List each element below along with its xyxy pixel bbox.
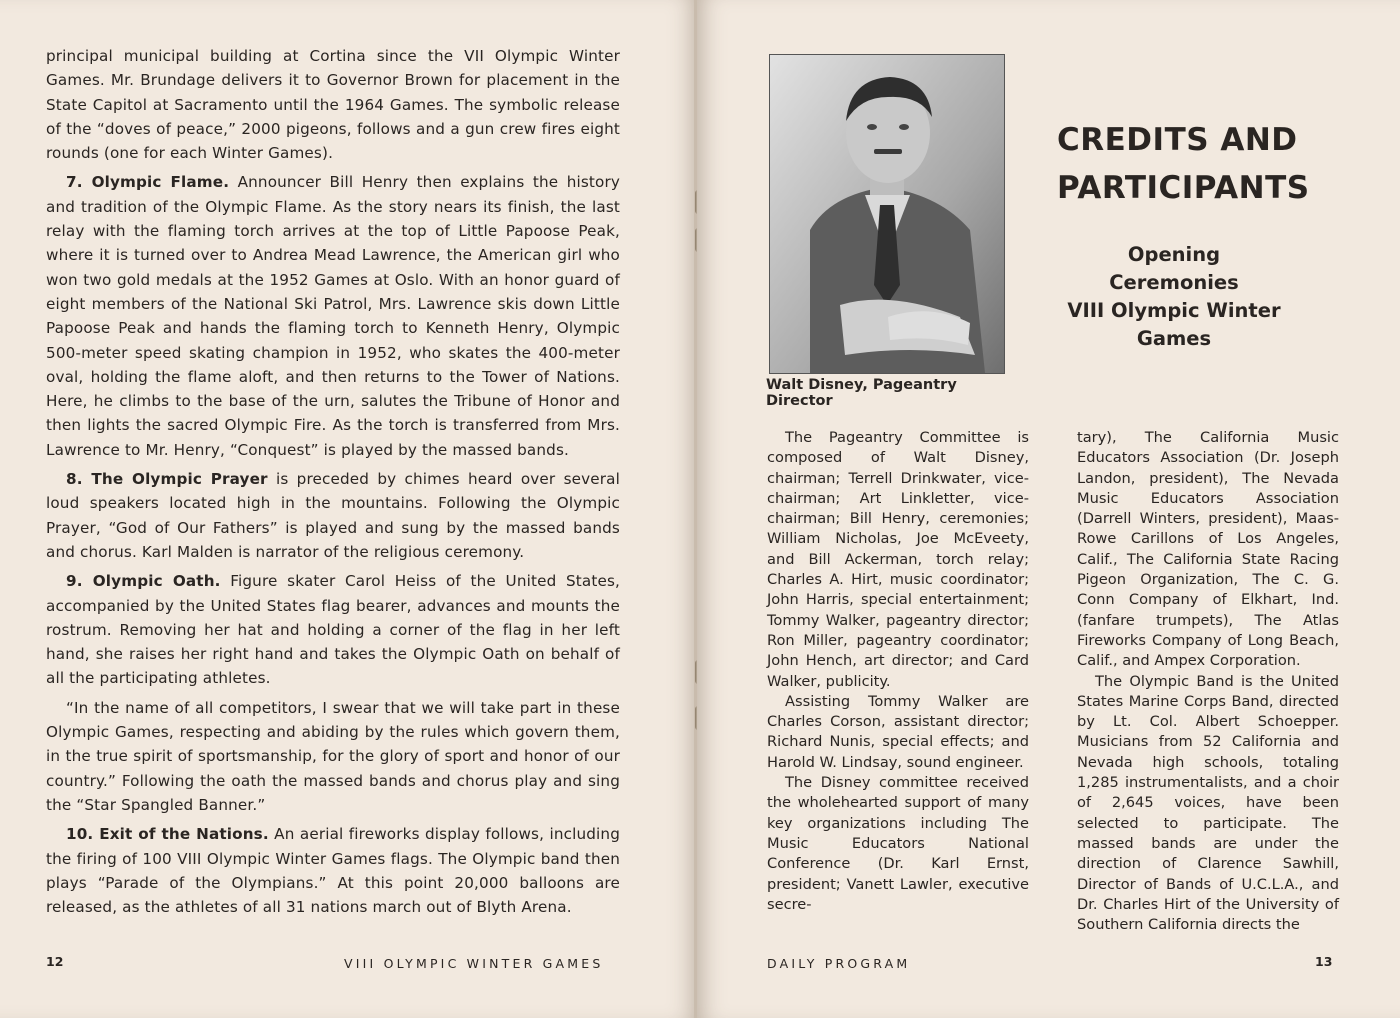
walt-disney-portrait-image [769,54,1005,374]
paragraph-olympic-prayer: 8. The Olympic Prayer is preceded by chimes heard over several loud speakers located high in the mountains. Following the Olympic Prayer, “God of Our Fathers” is played and sung by the massed bands and chorus. Karl Malden is narrator of the religious ceremony. [46,470,620,561]
subtitle-line: Games [1136,327,1212,350]
paragraph-olympic-flame: 7. Olympic Flame. Announcer Bill Henry then explains the history and tradition of the Olympic Flame. As the story nears its finish, the last relay with the flaming torch arrives at the top of Little Papoose Peak, where it is turned over to Andrea Mead Lawrence, the American girl who won two gold medals at the 1952 Games at Oslo. With an honor guard of eight members of the National Ski Patrol, Mrs. Lawrence skis down Little Papoose Peak and hands the flaming torch to Kenneth Henry, Olympic 500-meter speed skating champion in 1952, who skates the 400-meter oval, holding the flame aloft, and then returns to the Tower of Nations. Here, he climbs to the base of the urn, salutes the Tribune of Honor and then lights the sacred Olympic Fire. As the torch is transferred from Mrs. Lawrence to Mr. Henry, “Conquest” is played by the massed bands. [46,173,621,459]
page-number-right: 13 [1315,954,1333,969]
title-line: PARTICIPANTS [1057,170,1310,206]
credits-column-right [1077,428,1339,935]
running-footer-right: DAILY PROGRAM [767,956,911,971]
running-footer-left: VIII OLYMPIC WINTER GAMES [344,956,604,971]
credits-paragraph: The Disney committee received the wholehearted support of many key organizations including The Music Educators National Conference (Dr. Karl Ernst, president; Vanett Lawler, executive secre- [767,774,1029,913]
paragraph-olympic-oath: 9. Olympic Oath. Figure skater Carol Heiss of the United States, accompanied by the United States flag bearer, advances and mounts the rostrum. Removing her hat and holding a corner of the flag in her left hand, she raises her right hand and takes the Olympic Oath on behalf of all the participating athletes. [46,572,620,688]
credits-paragraph: Assisting Tommy Walker are Charles Corson, assistant director; Richard Nunis, special effects; and Harold W. Lindsay, sound engineer. [767,692,1029,771]
credits-paragraph: The Olympic Band is the United States Marine Corps Band, directed by Lt. Col. Albert Schoepper. Musicians from 52 California and Nevada high schools, totaling 1,285 instrumentalists, and a choir of 2,645 voices, have been selected to participate. The massed bands are under the direction of Clarence Sawhill, Director of Bands of U.C.L.A., and Dr. Charles Hirt of the University of Southern California directs the [1077,672,1339,934]
credits-paragraph: The Pageantry Committee is composed of Walt Disney, chairman; Terrell Drinkwater, vice-chairman; Art Linkletter, vice-chairman; Bill Henry, ceremonies; William Nicholas, Joe McEveety, and Bill Ackerman, torch relay; Charles A. Hirt, music coordinator; John Harris, special entertainment; Tommy Walker, pageantry director; Ron Miller, pageantry coordinator; John Hench, art director; and Card Walker, publicity. [767,429,1029,690]
left-page [0,0,697,1018]
credits-paragraph: tary), The California Music Educators Association (Dr. Joseph Landon, president), The Nevada Music Educators Association (Darrell Winters, president), Maas-Rowe Carillons of Los Angeles, Calif., The California State Racing Pigeon Organization, The C. G. Conn Company of Elkhart, Ind. (fanfare trumpets), The Atlas Fireworks Company of Long Beach, Calif., and Ampex Corporation. [1077,429,1339,670]
item-heading: 7. Olympic Flame. [66,173,230,192]
paragraph-oath-quote: “In the name of all competitors, I swear that we will take part in these Olympic Games, respecting and abiding by the rules which govern them, in the true spirit of sportsmanship, for the glory of sport and honor of our country.” Following the oath the massed bands and chorus play and sing the “Star Spangled Banner.” [46,698,620,814]
title-line: CREDITS AND [1057,122,1298,158]
paragraph-exit-of-nations: 10. Exit of the Nations. An aerial fireworks display follows, including the firing of 100 VIII Olympic Winter Games flags. The Olympic band then plays “Parade of the Olympians.” At this point 20,000 balloons are released, as the athletes of all 31 nations march out of Blyth Arena. [46,825,620,917]
page-number-left: 12 [46,954,64,969]
subtitle-line: Opening Ceremonies [1109,243,1239,294]
portrait-illustration [770,55,1004,373]
section-subtitle [1061,241,1287,353]
photo-caption: Walt Disney, Pageantry Director [766,377,957,409]
page-title [1057,116,1357,212]
item-heading: 9. Olympic Oath. [66,572,221,591]
subtitle-line: VIII Olympic Winter [1067,299,1281,322]
left-body-text [46,44,620,924]
credits-column-left [767,428,1029,915]
right-page [697,0,1400,1018]
paragraph-continued: principal municipal building at Cortina since the VII Olympic Winter Games. Mr. Brundage delivers it to Governor Brown for placement in the State Capitol at Sacramento until the 1964 Games. The symbolic release of the “doves of peace,” 2000 pigeons, follows and a gun crew fires eight rounds (one for each Winter Games). [46,47,620,163]
item-heading: 8. The Olympic Prayer [66,470,268,489]
item-heading: 10. Exit of the Nations. [66,825,269,844]
